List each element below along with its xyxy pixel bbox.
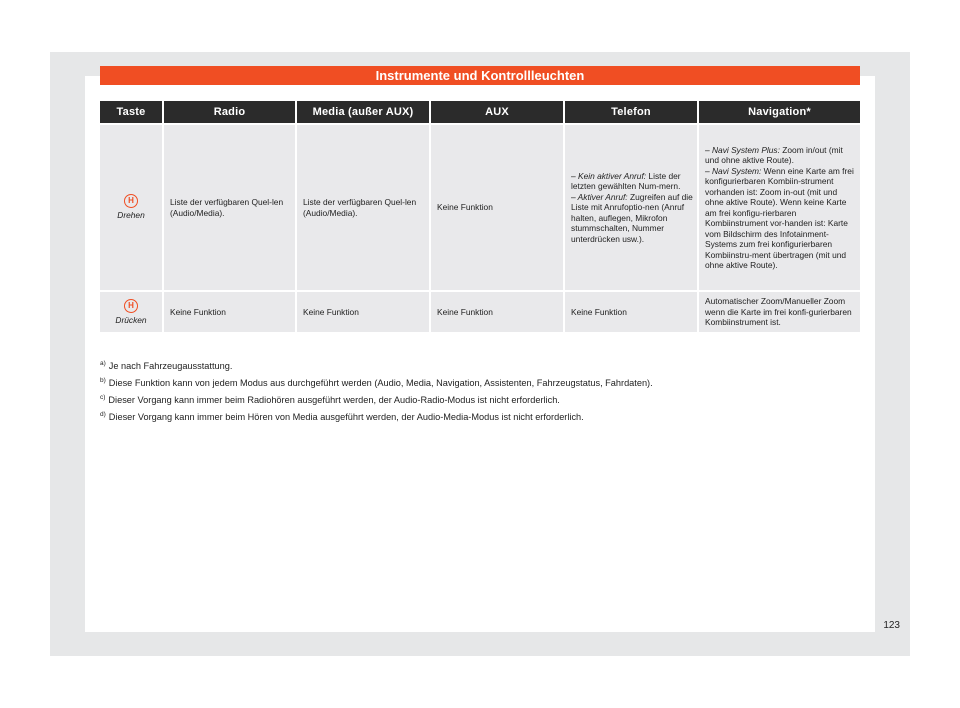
radio-text: Liste der verfügbaren Quel-len (Audio/Media). — [170, 197, 284, 218]
table-row — [100, 290, 860, 332]
footnote-a — [100, 360, 232, 371]
navigation-entry-2-label: – Navi System: — [705, 165, 762, 176]
radio-cell — [164, 123, 297, 290]
aux-cell — [431, 123, 565, 290]
footnote-mark: d) — [100, 411, 106, 418]
telefon-entry-1-label: – Kein aktiver Anruf: — [571, 170, 647, 181]
function-table — [100, 101, 860, 332]
h-button-icon: H — [124, 299, 138, 313]
navigation-cell — [699, 290, 860, 332]
telefon-cell — [565, 290, 699, 332]
radio-text: Keine Funktion — [170, 306, 226, 317]
footnote-text: Dieser Vorgang kann immer beim Hören von Media ausgeführt werden, der Audio-Media-Modus ist nicht erforderlich. — [108, 412, 584, 422]
column-header-telefon: Telefon — [565, 101, 699, 123]
section-title: Instrumente und Kontrollleuchten — [100, 66, 860, 85]
navigation-entry-1-label: – Navi System Plus: — [705, 144, 780, 155]
telefon-entry-1-text: Liste der letzten gewählten Num-mern. — [571, 170, 681, 192]
navigation-entry-1 — [705, 145, 856, 166]
navigation-cell — [699, 123, 860, 290]
footnote-mark: b) — [100, 377, 106, 384]
footnote-mark: a) — [100, 360, 106, 367]
aux-text: Keine Funktion — [437, 202, 493, 213]
radio-cell — [164, 290, 297, 332]
navigation-entry-2-text: Wenn eine Karte am frei konfigurierbaren Kombiin-strument vorhanden ist: Zoom in-out (mit und ohne aktive Route). Wenn keine Karte am frei konfigu-rierbaren Kombiinstrument vor-handen ist: Karte vom Bildschirm des Infotainment-Systems zum frei konfigurierbaren Kombiinstru-ment übertragen (mit und ohne aktive Route). — [705, 165, 854, 270]
footnote-mark: c) — [100, 394, 106, 401]
media-text: Liste der verfügbaren Quel-len (Audio/Media). — [303, 197, 417, 218]
aux-cell — [431, 290, 565, 332]
footnote-b — [100, 377, 653, 388]
footnote-text: Je nach Fahrzeugausstattung. — [108, 361, 233, 371]
navigation-entry-1-text: Zoom in/out (mit und ohne aktive Route). — [705, 144, 843, 165]
key-cell — [100, 123, 164, 290]
column-header-aux: AUX — [431, 101, 565, 123]
telefon-entry-2-label: – Aktiver Anruf: — [571, 191, 628, 202]
media-text: Keine Funktion — [303, 306, 359, 317]
footnote-c — [100, 394, 560, 405]
footnote-d — [100, 411, 584, 422]
table-row — [100, 123, 860, 290]
telefon-entry-2 — [571, 192, 693, 245]
key-action-label: Drücken — [115, 314, 147, 325]
telefon-text: Keine Funktion — [571, 306, 627, 317]
media-cell — [297, 290, 431, 332]
column-header-navigation: Navigation* — [699, 101, 860, 123]
media-cell — [297, 123, 431, 290]
telefon-entry-1 — [571, 171, 693, 192]
footnote-text: Diese Funktion kann von jedem Modus aus durchgeführt werden (Audio, Media, Navigation, Assistenten, Fahrzeugstatus, Fahrdaten). — [108, 378, 653, 388]
aux-text: Keine Funktion — [437, 306, 493, 317]
telefon-entry-2-text: Zugreifen auf die Liste mit Anrufoptio-nen (Anruf halten, auflegen, Mikrofon stummschalten, Nummer unterdrücken usw.). — [571, 191, 693, 244]
page-number: 123 — [883, 620, 900, 631]
key-action-label: Drehen — [117, 210, 145, 221]
footnote-text: Dieser Vorgang kann immer beim Radiohören ausgeführt werden, der Audio-Radio-Modus ist nicht erforderlich. — [108, 395, 560, 405]
h-button-icon: H — [124, 194, 138, 208]
column-header-taste: Taste — [100, 101, 164, 123]
telefon-cell — [565, 123, 699, 290]
navigation-text: Automatischer Zoom/Manueller Zoom wenn die Karte im frei konfi-gurierbaren Kombiinstrument ist. — [705, 296, 852, 328]
table-header-row — [100, 101, 860, 123]
column-header-media: Media (außer AUX) — [297, 101, 431, 123]
key-cell — [100, 290, 164, 332]
column-header-radio: Radio — [164, 101, 297, 123]
navigation-entry-2 — [705, 166, 856, 271]
